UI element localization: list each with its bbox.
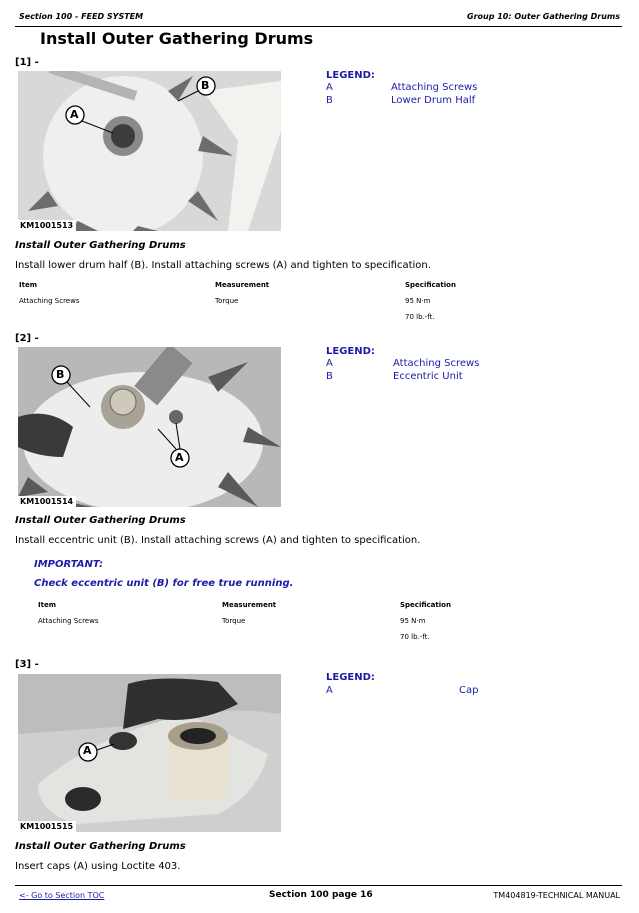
legend-value: Attaching Screws	[393, 358, 480, 369]
step-2-photo	[18, 347, 281, 507]
legend-key: A	[326, 82, 333, 93]
step-1-subheading: Install Outer Gathering Drums	[15, 240, 186, 251]
spec-cell-extra: 70 lb.-ft.	[405, 313, 435, 321]
callout-a: A	[83, 744, 92, 757]
legend-key: A	[326, 358, 333, 369]
page-title: Install Outer Gathering Drums	[40, 29, 314, 48]
drum-photo-image	[18, 71, 281, 231]
spec-cell-specification: 95 N·m	[405, 297, 431, 305]
legend-value: Lower Drum Half	[391, 95, 476, 106]
callout-a: A	[175, 451, 184, 464]
step-2-label: [2] -	[15, 333, 39, 344]
spec-header-specification: Specification	[405, 281, 456, 289]
important-label: IMPORTANT:	[34, 559, 104, 570]
legend-key: B	[326, 371, 333, 382]
legend-key: B	[326, 95, 333, 106]
step-3-subheading: Install Outer Gathering Drums	[15, 841, 186, 852]
spec-header-measurement: Measurement	[222, 601, 277, 609]
legend-title: LEGEND:	[326, 70, 375, 81]
spec-cell-item: Attaching Screws	[38, 617, 99, 625]
spec-cell-extra: 70 lb.-ft.	[400, 633, 430, 641]
spec-cell-measurement: Torque	[215, 297, 239, 305]
spec-header-item: Item	[19, 281, 37, 289]
step-3-instruction: Insert caps (A) using Loctite 403.	[15, 861, 181, 872]
footer-manual-id: TM404819-TECHNICAL MANUAL	[493, 891, 620, 900]
spec-cell-measurement: Torque	[222, 617, 246, 625]
step-3-photo	[18, 674, 281, 832]
spec-header-item: Item	[38, 601, 56, 609]
header-rule	[15, 26, 622, 27]
legend-title: LEGEND:	[326, 346, 375, 357]
spec-header-specification: Specification	[400, 601, 451, 609]
step-1-instruction: Install lower drum half (B). Install attaching screws (A) and tighten to specification.	[15, 260, 431, 271]
step-2-subheading: Install Outer Gathering Drums	[15, 515, 186, 526]
section-toc-link[interactable]: <- Go to Section TOC	[19, 891, 105, 900]
photo-id: KM1001515	[18, 821, 76, 832]
legend-value: Cap	[459, 685, 479, 696]
spec-cell-item: Attaching Screws	[19, 297, 80, 305]
spec-header-measurement: Measurement	[215, 281, 270, 289]
callout-a: A	[70, 108, 79, 121]
step-1-label: [1] -	[15, 57, 39, 68]
important-text: Check eccentric unit (B) for free true running.	[34, 578, 294, 589]
callout-b: B	[201, 79, 210, 92]
legend-key: A	[326, 685, 333, 696]
legend-title: LEGEND:	[326, 672, 375, 683]
header-group: Group 10: Outer Gathering Drums	[467, 12, 620, 21]
footer-page-number: Section 100 page 16	[269, 890, 373, 900]
photo-id: KM1001514	[18, 496, 76, 507]
legend-value: Attaching Screws	[391, 82, 478, 93]
spec-cell-specification: 95 N·m	[400, 617, 426, 625]
header-section: Section 100 - FEED SYSTEM	[19, 12, 144, 21]
legend-value: Eccentric Unit	[393, 371, 463, 382]
photo-id: KM1001513	[18, 220, 76, 231]
step-3-label: [3] -	[15, 659, 39, 670]
footer-rule	[15, 885, 622, 886]
callout-b: B	[56, 368, 65, 381]
step-2-instruction: Install eccentric unit (B). Install attaching screws (A) and tighten to specification.	[15, 535, 421, 546]
cap-photo-image	[18, 674, 281, 832]
step-1-photo	[18, 71, 281, 231]
